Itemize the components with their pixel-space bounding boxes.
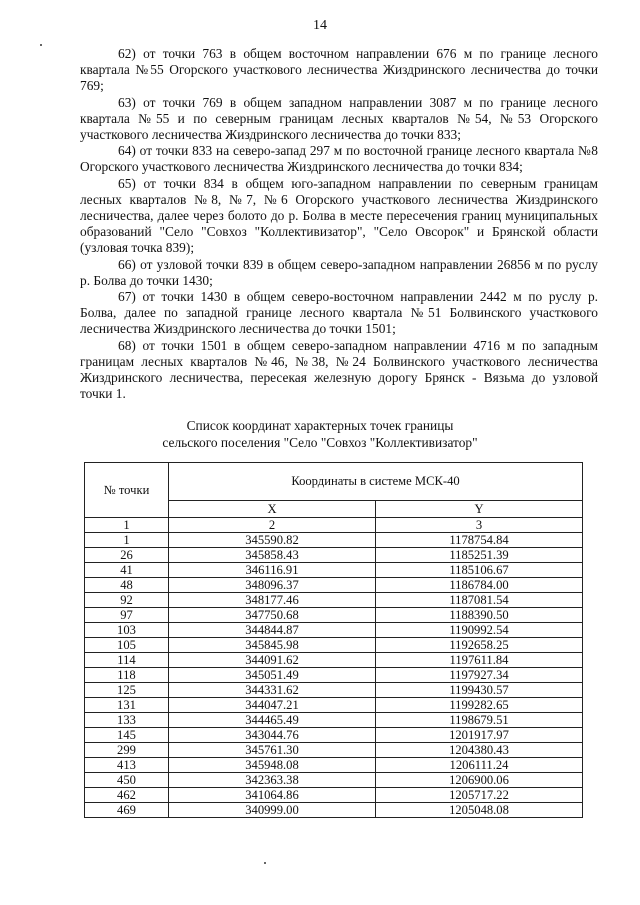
coordinates-body: [85, 518, 583, 818]
point-number-cell: 26: [85, 548, 169, 563]
y-coordinate-cell: 1205048.08: [376, 803, 583, 818]
y-coordinate-cell: 1199282.65: [376, 698, 583, 713]
y-coordinate-cell: 1185251.39: [376, 548, 583, 563]
point-number-cell: 125: [85, 683, 169, 698]
column-index-cell: 1: [85, 518, 169, 533]
y-coordinate-cell: 1186784.00: [376, 578, 583, 593]
point-number-cell: 145: [85, 728, 169, 743]
point-number-cell: 133: [85, 713, 169, 728]
x-coordinate-cell: 348096.37: [169, 578, 376, 593]
y-coordinate-cell: 1192658.25: [376, 638, 583, 653]
x-coordinate-cell: 345051.49: [169, 668, 376, 683]
table-row: [85, 803, 583, 818]
point-number-cell: 41: [85, 563, 169, 578]
point-number-cell: 413: [85, 758, 169, 773]
x-coordinate-cell: 340999.00: [169, 803, 376, 818]
boundary-description: [80, 46, 598, 402]
x-coordinate-cell: 344091.62: [169, 653, 376, 668]
point-number-cell: 462: [85, 788, 169, 803]
paragraph-64: 64) от точки 833 на северо-запад 297 м по восточной границе лесного квартала №8 Огорского участкового лесничества Жиздринского лесничества до точки 834;: [80, 143, 598, 175]
table-row: [85, 758, 583, 773]
y-coordinate-cell: 1201917.97: [376, 728, 583, 743]
paragraph-68: 68) от точки 1501 в общем северо-западном направлении 4716 м по западным границам лесных кварталов №46, №38, №24 Болвинского участкового лесничества Жиздринского лесничества, пересекая железную дорогу Брянск - Вязьма до узловой точки 1.: [80, 337, 598, 402]
x-coordinate-cell: 347750.68: [169, 608, 376, 623]
x-coordinate-cell: 344047.21: [169, 698, 376, 713]
point-number-cell: 450: [85, 773, 169, 788]
table-row: [85, 713, 583, 728]
y-coordinate-cell: 1198679.51: [376, 713, 583, 728]
y-coordinate-cell: 1206111.24: [376, 758, 583, 773]
header-y: Y: [376, 500, 583, 517]
x-coordinate-cell: 344465.49: [169, 713, 376, 728]
point-number-cell: 105: [85, 638, 169, 653]
y-coordinate-cell: 1185106.67: [376, 563, 583, 578]
column-index-row: [85, 518, 583, 533]
y-coordinate-cell: 1188390.50: [376, 608, 583, 623]
table-row: [85, 743, 583, 758]
point-number-cell: 114: [85, 653, 169, 668]
y-coordinate-cell: 1206900.06: [376, 773, 583, 788]
table-row: [85, 593, 583, 608]
x-coordinate-cell: 346116.91: [169, 563, 376, 578]
point-number-cell: 118: [85, 668, 169, 683]
y-coordinate-cell: 1205717.22: [376, 788, 583, 803]
page-number: 14: [313, 18, 327, 33]
x-coordinate-cell: 345845.98: [169, 638, 376, 653]
y-coordinate-cell: 1187081.54: [376, 593, 583, 608]
column-index-cell: 3: [376, 518, 583, 533]
x-coordinate-cell: 345761.30: [169, 743, 376, 758]
point-number-cell: 103: [85, 623, 169, 638]
paragraph-63: 63) от точки 769 в общем западном направлении 3087 м по границе лесного квартала №55 и по северным границам лесных кварталов №54, №53 Огорского участкового лесничества Жиздринского лесничества до точки 833;: [80, 94, 598, 143]
table-row: [85, 638, 583, 653]
table-row: [85, 668, 583, 683]
table-row: [85, 563, 583, 578]
y-coordinate-cell: 1197927.34: [376, 668, 583, 683]
coordinates-table: [84, 462, 583, 818]
x-coordinate-cell: 344331.62: [169, 683, 376, 698]
header-point-number: № точки: [85, 463, 169, 518]
x-coordinate-cell: 348177.46: [169, 593, 376, 608]
point-number-cell: 299: [85, 743, 169, 758]
table-row: [85, 608, 583, 623]
header-coordinate-system: Координаты в системе МСК-40: [169, 463, 583, 501]
table-row: [85, 548, 583, 563]
point-number-cell: 97: [85, 608, 169, 623]
paragraph-67: 67) от точки 1430 в общем северо-восточном направлении 2442 м по руслу р. Болва, далее по западной границе лесного квартала №51 Болвинского участкового лесничества Жиздринского лесничества до точки 1501;: [80, 289, 598, 337]
x-coordinate-cell: 345858.43: [169, 548, 376, 563]
point-number-cell: 1: [85, 533, 169, 548]
paragraph-62: 62) от точки 763 в общем восточном направлении 676 м по границе лесного квартала №55 Огорского участкового лесничества Жиздринского лесничества до точки 769;: [80, 46, 598, 94]
x-coordinate-cell: 345948.08: [169, 758, 376, 773]
y-coordinate-cell: 1190992.54: [376, 623, 583, 638]
header-x: X: [169, 500, 376, 517]
point-number-cell: 48: [85, 578, 169, 593]
table-title-line-2: сельского поселения "Село "Совхоз "Коллективизатор": [162, 435, 478, 450]
x-coordinate-cell: 345590.82: [169, 533, 376, 548]
table-row: [85, 683, 583, 698]
table-row: [85, 728, 583, 743]
table-row: [85, 533, 583, 548]
table-row: [85, 788, 583, 803]
y-coordinate-cell: 1204380.43: [376, 743, 583, 758]
column-index-cell: 2: [169, 518, 376, 533]
table-row: [85, 623, 583, 638]
table-row: [85, 578, 583, 593]
paragraph-66: 66) от узловой точки 839 в общем северо-западном направлении 26856 м по руслу р. Болва до точки 1430;: [80, 256, 598, 288]
table-title-line-1: Список координат характерных точек границы: [186, 418, 454, 433]
x-coordinate-cell: 343044.76: [169, 728, 376, 743]
table-row: [85, 698, 583, 713]
x-coordinate-cell: 342363.38: [169, 773, 376, 788]
table-title: [0, 417, 640, 451]
x-coordinate-cell: 341064.86: [169, 788, 376, 803]
y-coordinate-cell: 1197611.84: [376, 653, 583, 668]
table-row: [85, 653, 583, 668]
point-number-cell: 92: [85, 593, 169, 608]
scan-speck: [40, 44, 42, 46]
point-number-cell: 469: [85, 803, 169, 818]
point-number-cell: 131: [85, 698, 169, 713]
y-coordinate-cell: 1199430.57: [376, 683, 583, 698]
x-coordinate-cell: 344844.87: [169, 623, 376, 638]
y-coordinate-cell: 1178754.84: [376, 533, 583, 548]
table-row: [85, 773, 583, 788]
scan-speck: [264, 862, 266, 864]
paragraph-65: 65) от точки 834 в общем юго-западном направлении по северным границам лесных кварталов №8, №7, №6 Огорского участкового лесничества Жиздринского лесничества, далее через болото до р. Болва в месте пересечения границ муниципальных образований "Село "Совхоз "Коллективизатор", "Село Овсорок" и Брянской области (узловая точка 839);: [80, 175, 598, 256]
